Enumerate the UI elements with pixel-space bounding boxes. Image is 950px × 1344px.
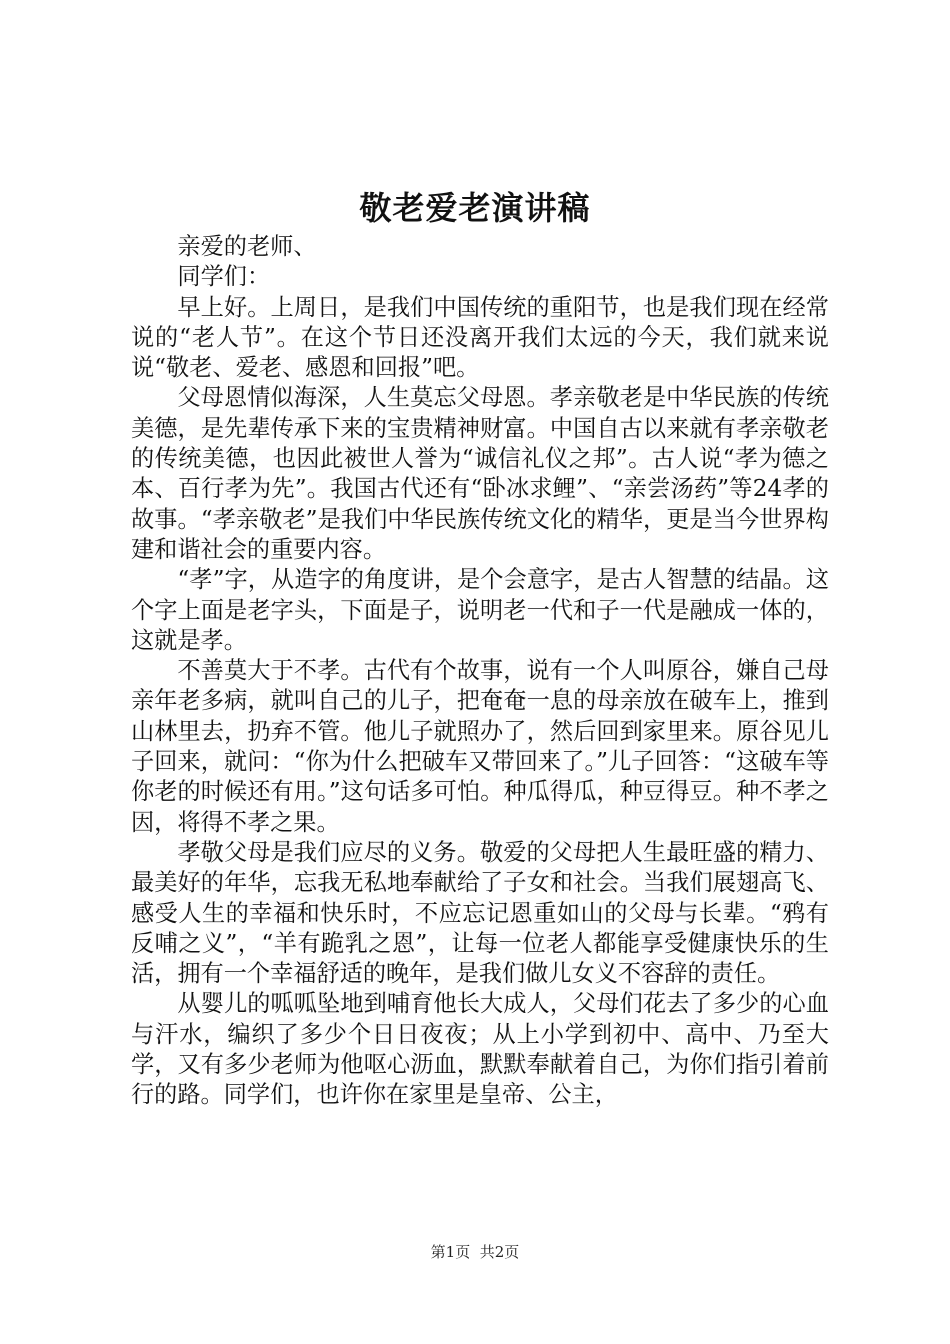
body-paragraph: 孝敬父母是我们应尽的义务。敬爱的父母把人生最旺盛的精力、最美好的年华，忘我无私地奉献给了子女和社会。当我们展翅高飞、感受人生的幸福和快乐时，不应忘记恩重如山的父母与长辈。“鸦有反哺之义”，“羊有跪乳之恩”，让每一位老人都能享受健康快乐的生活，拥有一个幸福舒适的晚年，是我们做儿女义不容辞的责任。 (131, 838, 829, 988)
page-number: 第1页 (430, 1243, 471, 1261)
page-total: 共2页 (479, 1243, 520, 1261)
document-title: 敬老爱老演讲稿 (359, 189, 591, 227)
salutation-line: 同学们： (177, 263, 271, 291)
body-paragraph: 不善莫大于不孝。古代有个故事，说有一个人叫原谷，嫌自己母亲年老多病，就叫自己的儿子，把奄奄一息的母亲放在破车上，推到山林里去，扔弃不管。他儿子就照办了，然后回到家里来。原谷见儿子回来，就问：“你为什么把破车又带回来了。”儿子回答：“这破车等你老的时候还有用。”这句话多可怕。种瓜得瓜，种豆得豆。种不孝之因，将得不孝之果。 (131, 657, 829, 836)
document-body (131, 232, 829, 1111)
body-paragraph: 从婴儿的呱呱坠地到哺育他长大成人，父母们花去了多少的心血与汗水，编织了多少个日日夜夜；从上小学到初中、高中、乃至大学，又有多少老师为他呕心沥血，默默奉献着自己，为你们指引着前行的路。同学们，也许你在家里是皇帝、公主， (131, 990, 829, 1109)
body-paragraph: 早上好。上周日，是我们中国传统的重阳节，也是我们现在经常说的“老人节”。在这个节日还没离开我们太远的今天，我们就来说说“敬老、爱老、感恩和回报”吧。 (131, 293, 829, 382)
page-footer (0, 1240, 950, 1264)
salutation-line: 亲爱的老师、 (177, 233, 317, 260)
body-paragraph: 父母恩情似海深，人生莫忘父母恩。孝亲敬老是中华民族的传统美德，是先辈传承下来的宝贵精神财富。中国自古以来就有孝亲敬老的传统美德，也因此被世人誉为“诚信礼仪之邦”。古人说“孝为德之本、百行孝为先”。我国古代还有“卧冰求鲤”、“亲尝汤药”等24孝的故事。“孝亲敬老”是我们中华民族传统文化的精华，更是当今世界构建和谐社会的重要内容。 (131, 384, 829, 563)
body-paragraph: “孝”字，从造字的角度讲，是个会意字，是古人智慧的结晶。这个字上面是老字头，下面是子，说明老一代和子一代是融成一体的，这就是孝。 (131, 566, 829, 654)
